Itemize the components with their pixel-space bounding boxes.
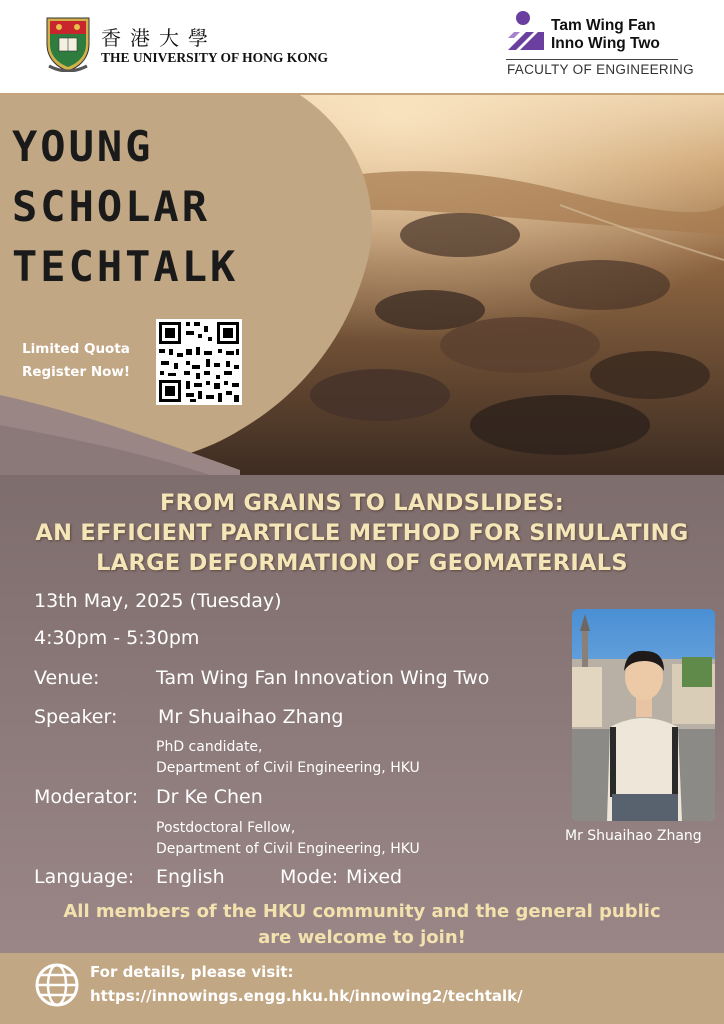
quota-line-1: Limited Quota bbox=[22, 341, 130, 357]
event-time: 4:30pm - 5:30pm bbox=[34, 627, 200, 649]
hero-banner bbox=[0, 95, 724, 475]
hku-crest-icon bbox=[45, 16, 91, 72]
speaker-photo bbox=[572, 609, 715, 821]
inno-wing-logo-icon bbox=[506, 10, 546, 52]
speaker-label: Speaker: bbox=[34, 706, 118, 728]
speaker-name: Mr Shuaihao Zhang bbox=[158, 706, 344, 728]
language-label: Language: bbox=[34, 866, 135, 888]
welcome-line-1: All members of the HKU community and the general public bbox=[63, 901, 661, 922]
language-value: English bbox=[156, 866, 225, 888]
faculty-name: FACULTY OF ENGINEERING bbox=[507, 62, 694, 77]
venue-value: Tam Wing Fan Innovation Wing Two bbox=[156, 667, 490, 689]
venue-label: Venue: bbox=[34, 667, 100, 689]
mode-value: Mixed bbox=[346, 866, 403, 888]
header bbox=[0, 0, 724, 93]
moderator-department: Department of Civil Engineering, HKU bbox=[156, 841, 420, 857]
inno-wing-line-2: Inno Wing Two bbox=[551, 35, 660, 52]
series-title-line-1: YOUNG bbox=[12, 122, 154, 171]
talk-title-line-2: AN EFFICIENT PARTICLE METHOD FOR SIMULATING bbox=[35, 520, 689, 546]
moderator-name: Dr Ke Chen bbox=[156, 786, 263, 808]
globe-icon bbox=[34, 962, 80, 1008]
series-title-line-3: TECHTALK bbox=[12, 242, 239, 291]
qr-code-icon[interactable] bbox=[156, 319, 242, 405]
series-title-line-2: SCHOLAR bbox=[12, 182, 211, 231]
moderator-role: Postdoctoral Fellow, bbox=[156, 820, 296, 836]
talk-title-line-1: FROM GRAINS TO LANDSLIDES: bbox=[159, 490, 565, 516]
speaker-department: Department of Civil Engineering, HKU bbox=[156, 760, 420, 776]
hku-chinese-name: 香港大學 bbox=[101, 26, 217, 50]
event-date: 13th May, 2025 (Tuesday) bbox=[34, 590, 282, 612]
inno-wing-line-1: Tam Wing Fan bbox=[551, 17, 656, 34]
hku-english-name: THE UNIVERSITY OF HONG KONG bbox=[101, 50, 329, 65]
mode-label: Mode: bbox=[280, 866, 339, 888]
welcome-line-2: are welcome to join! bbox=[258, 927, 466, 948]
quota-line-2: Register Now! bbox=[21, 364, 131, 380]
inno-wing-name bbox=[551, 17, 660, 53]
talk-title-line-3: LARGE DEFORMATION OF GEOMATERIALS bbox=[96, 550, 628, 576]
speaker-photo-caption: Mr Shuaihao Zhang bbox=[565, 828, 702, 844]
speaker-role: PhD candidate, bbox=[156, 739, 263, 755]
logo-divider bbox=[506, 59, 678, 60]
details-url-link[interactable]: https://innowings.engg.hku.hk/innowing2/techtalk/ bbox=[90, 987, 523, 1005]
moderator-label: Moderator: bbox=[34, 786, 139, 808]
details-label: For details, please visit: bbox=[90, 963, 294, 981]
